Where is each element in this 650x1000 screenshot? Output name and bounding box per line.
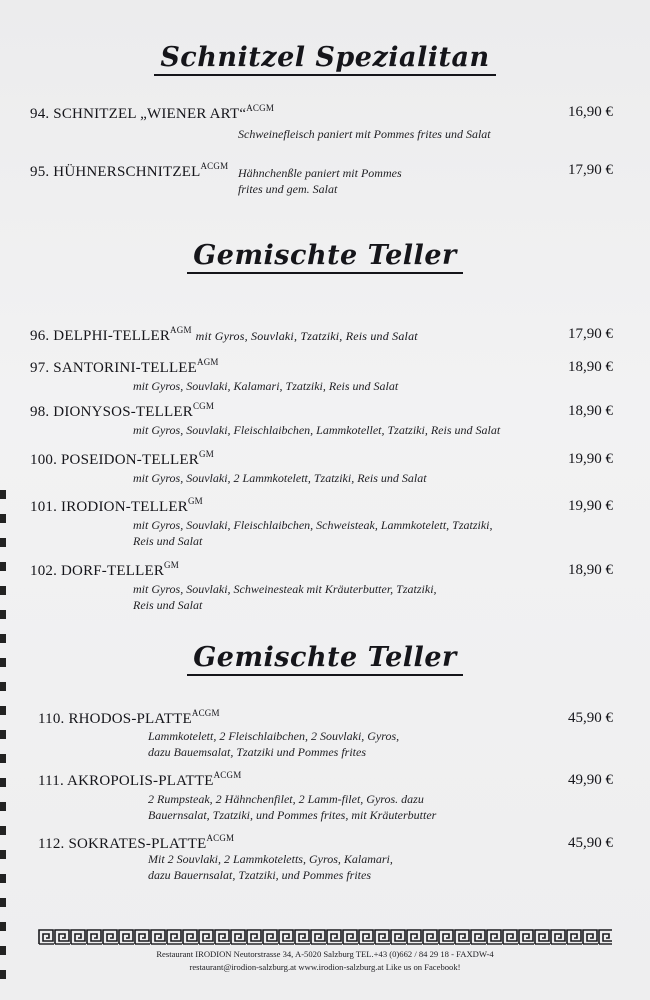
item-name: 98. DIONYSOS-TELLER — [30, 404, 193, 420]
item-price: 45,90 € — [568, 835, 613, 851]
allergen-codes: AGM — [170, 325, 192, 335]
allergen-codes: ACGM — [200, 161, 229, 171]
item-price: 17,90 € — [568, 162, 613, 178]
item-price: 49,90 € — [568, 772, 613, 788]
item-description: Mit 2 Souvlaki, 2 Lammkoteletts, Gyros, Kalamari, dazu Bauernsalat, Tzatziki, und Pommes frites — [148, 852, 393, 882]
allergen-codes: GM — [199, 449, 214, 459]
item-name: 112. SOKRATES-PLATTE — [38, 836, 207, 852]
item-price: 18,90 € — [568, 403, 613, 419]
footer-address: Restaurant IRODION Neutorstrasse 34, A-5020 Salzburg TEL.+43 (0)662 / 84 29 18 - FAXDW-4 — [156, 949, 494, 959]
allergen-codes: GM — [187, 496, 203, 506]
item-name: 111. AKROPOLIS-PLATTE — [38, 773, 214, 789]
item-name: 102. DORF-TELLER — [30, 563, 165, 579]
item-price: 19,90 € — [568, 498, 613, 514]
allergen-codes: CGM — [192, 401, 215, 411]
item-price: 16,90 € — [568, 104, 613, 120]
item-description: mit Gyros, Souvlaki, Fleischlaibchen, Schweisteak, Lammkotelett, Tzatziki, Reis und Salat — [133, 518, 493, 548]
item-price: 18,90 € — [568, 359, 613, 375]
item-price: 45,90 € — [568, 710, 613, 726]
item-price: 19,90 € — [568, 451, 613, 467]
item-description: Schweinefleisch paniert mit Pommes frites und Salat — [238, 127, 491, 141]
footer-contact: restaurant@irodion-salzburg.at www.irodion-salzburg.at Like us on Facebook! — [189, 962, 461, 972]
section-title-schnitzel: Schnitzel Spezialitan — [0, 42, 650, 76]
item-description: 2 Rumpsteak, 2 Hähnchenfilet, 2 Lamm-filet, Gyros. dazu Bauernsalat, Tzatziki, und Pommes frites, mit Kräuterbutter — [148, 792, 437, 822]
allergen-codes: ACGM — [213, 770, 242, 780]
section-title-gemischte-teller: Gemischte Teller — [0, 240, 650, 274]
item-description: mit Gyros, Souvlaki, 2 Lammkotelett, Tzatziki, Reis und Salat — [133, 471, 427, 485]
allergen-codes: ACGM — [191, 708, 220, 718]
item-description: mit Gyros, Souvlaki, Schweinesteak mit Kräuterbutter, Tzatziki, Reis und Salat — [133, 582, 437, 612]
item-description: Hähnchenßle paniert mit Pommes frites und gem. Salat — [238, 166, 402, 196]
allergen-codes: AGM — [197, 357, 219, 367]
item-name: 97. SANTORINI-TELLEE — [30, 360, 198, 376]
item-name: 101. IRODION-TELLER — [30, 499, 188, 515]
allergen-codes: GM — [164, 560, 179, 570]
spiral-binding — [0, 490, 6, 990]
item-name: 110. RHODOS-PLATTE — [38, 711, 192, 727]
item-name: 100. POSEIDON-TELLER — [30, 452, 199, 468]
item-name: 95. HÜHNERSCHNITZEL — [30, 164, 201, 180]
greek-key-border — [38, 929, 612, 945]
item-price: 18,90 € — [568, 562, 613, 578]
item-description: mit Gyros, Souvlaki, Fleischlaibchen, Lammkotellet, Tzatziki, Reis und Salat — [133, 423, 501, 437]
section-title-gemischte-teller-platten: Gemischte Teller — [0, 642, 650, 676]
item-price: 17,90 € — [568, 326, 613, 342]
item-description: mit Gyros, Souvlaki, Tzatziki, Reis und Salat — [195, 329, 418, 343]
item-description: mit Gyros, Souvlaki, Kalamari, Tzatziki, Reis und Salat — [133, 379, 399, 393]
item-description: Lammkotelett, 2 Fleischlaibchen, 2 Souvlaki, Gyros, dazu Bauemsalat, Tzatziki und Pommes frites — [148, 729, 400, 759]
allergen-codes: ACGM — [206, 833, 235, 843]
item-name: 96. DELPHI-TELLER — [30, 328, 171, 344]
item-name: 94. SCHNITZEL „WIENER ART“ — [30, 106, 247, 122]
allergen-codes: ACGM — [246, 103, 275, 113]
